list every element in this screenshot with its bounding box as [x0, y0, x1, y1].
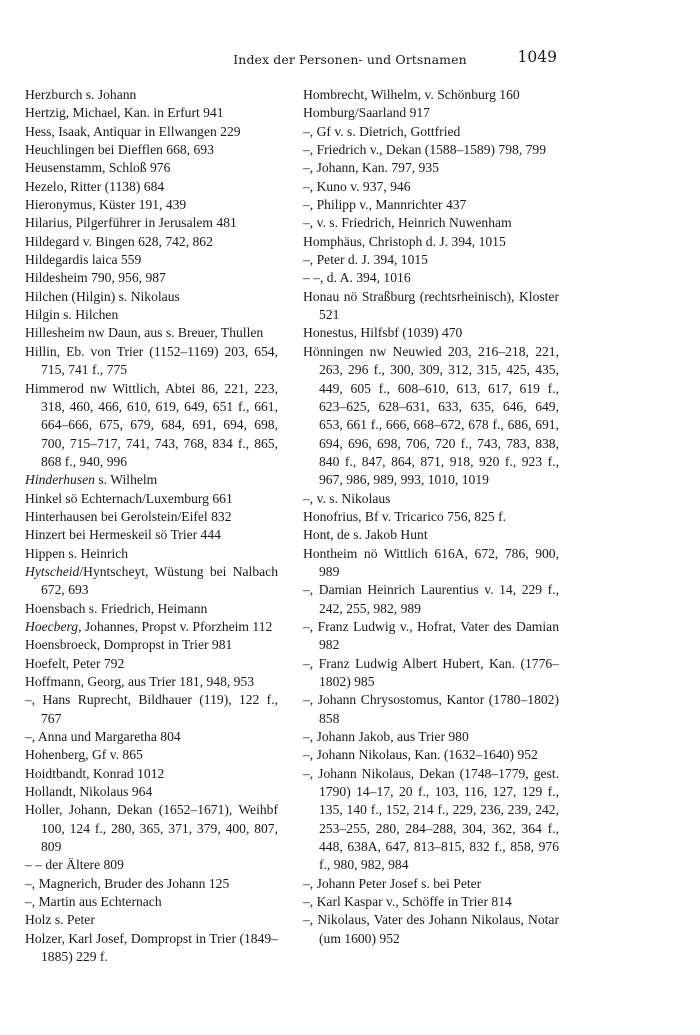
index-entry: Himmerod nw Wittlich, Abtei 86, 221, 223, 318, 460, 466, 610, 619, 649, 651 f., 661, 664–666, 675, 679, 684, 691, 694, 698, 700, 715–717, 741, 743, 768, 834 f., 865, 868 f., 940, 996: [25, 380, 278, 469]
index-entry: Hytscheid/Hyntscheyt, Wüstung bei Nalbach 672, 693: [25, 563, 278, 598]
index-entry: Hoffmann, Georg, aus Trier 181, 948, 953: [25, 674, 255, 689]
running-header-title: Index der Personen- und Ortsnamen: [233, 52, 467, 67]
index-entry: Honofrius, Bf v. Tricarico 756, 825 f.: [303, 508, 507, 524]
index-entry: –, Johann Peter Josef s. bei Peter: [303, 875, 482, 891]
index-entry: Hess, Isaak, Antiquar in Ellwangen 229: [25, 123, 241, 139]
index-entry: –, Martin aus Echternach: [25, 894, 162, 910]
index-entry: Holzer, Karl Josef, Dompropst in Trier (1849–1885) 229 f.: [25, 930, 278, 965]
index-entry: – – der Ältere 809: [25, 857, 124, 873]
index-entry: Hontheim nö Wittlich 616A, 672, 786, 900, 989: [303, 545, 559, 579]
italic-headword: Hoecberg: [25, 618, 79, 634]
index-entry: –, Johann, Kan. 797, 935: [303, 160, 439, 176]
index-entry: Hinderhusen s. Wilhelm: [25, 472, 158, 488]
index-entry: –, Johann Nikolaus, Kan. (1632–1640) 952: [303, 747, 538, 763]
index-entry: –, Gf v. s. Dietrich, Gottfried: [303, 123, 461, 139]
index-entry: –, Friedrich v., Dekan (1588–1589) 798, 799: [303, 142, 547, 158]
index-entry: Heusenstamm, Schloß 976: [25, 160, 171, 176]
index-entry: –, v. s. Friedrich, Heinrich Nuwenham: [303, 215, 512, 231]
index-entry: –, Karl Kaspar v., Schöffe in Trier 814: [303, 894, 512, 910]
page-number: 1049: [517, 48, 557, 66]
index-entry: Hillesheim nw Daun, aus s. Breuer, Thullen: [25, 325, 264, 341]
index-entry: –, Peter d. J. 394, 1015: [303, 252, 428, 268]
index-entry: –, Franz Ludwig Albert Hubert, Kan. (1776–1802) 985: [303, 655, 559, 689]
index-entry: Hönningen nw Neuwied 203, 216–218, 221, 263, 296 f., 300, 309, 312, 315, 425, 435, 449, 605 f., 608–610, 613, 617, 619 f., 623–625, 628–631, 633, 635, 646, 649, 653, 661 f., 666, 668–672, 678 f., 686, 691, 694, 696, 698, 706, 720 f., 743, 783, 838, 840 f., 847, 864, 871, 918, 920 f., 923 f., 967, 986, 989, 993, 1010, 1019: [303, 343, 559, 488]
index-entry: Herzburch s. Johann: [25, 87, 137, 102]
index-entry: Hillin, Eb. von Trier (1152–1169) 203, 654, 715, 741 f., 775: [25, 343, 278, 378]
index-entry: Hoensbroeck, Dompropst in Trier 981: [25, 637, 233, 653]
index-entry: Holz s. Peter: [25, 912, 95, 928]
index-entry: Hildesheim 790, 956, 987: [25, 270, 166, 286]
index-entry: –, Damian Heinrich Laurentius v. 14, 229 f., 242, 255, 982, 989: [303, 582, 559, 616]
index-entry: Hinterhausen bei Gerolstein/Eifel 832: [25, 508, 232, 524]
index-entry: Hezelo, Ritter (1138) 684: [25, 178, 165, 194]
index-entry: Hippen s. Heinrich: [25, 545, 129, 561]
index-entry: –, Johann Chrysostomus, Kantor (1780–1802) 858: [303, 692, 559, 726]
index-entry: –, Kuno v. 937, 946: [303, 178, 411, 194]
index-entry: Homphäus, Christoph d. J. 394, 1015: [303, 233, 506, 249]
index-entry: Hilarius, Pilgerführer in Jerusalem 481: [25, 215, 237, 231]
index-entry: Hoecberg, Johannes, Propst v. Pforzheim 112: [25, 618, 273, 634]
index-entry: Honestus, Hilfsbf (1039) 470: [303, 325, 463, 341]
index-entry: –, Nikolaus, Vater des Johann Nikolaus, Notar (um 1600) 952: [303, 912, 559, 946]
index-entry: Heuchlingen bei Diefflen 668, 693: [25, 142, 214, 158]
index-entry: Hilchen (Hilgin) s. Nikolaus: [25, 288, 180, 304]
index-column-left: [25, 86, 278, 967]
index-entry: –, Johann Nikolaus, Dekan (1748–1779, gest. 1790) 14–17, 20 f., 103, 116, 127, 129 f., 135, 140 f., 152, 214 f., 229, 236, 239, 242, 253–255, 280, 284–288, 304, 362, 364 f., 448, 638A, 647, 813–815, 832 f., 858, 976 f., 980, 982, 984: [303, 765, 559, 873]
index-entry: –, Franz Ludwig v., Hofrat, Vater des Damian 982: [303, 618, 559, 653]
index-entry: –, v. s. Nikolaus: [303, 490, 391, 506]
index-entry: –, Philipp v., Mannrichter 437: [303, 197, 467, 213]
index-entry: Hertzig, Michael, Kan. in Erfurt 941: [25, 105, 224, 121]
index-entry: Hoensbach s. Friedrich, Heimann: [25, 600, 208, 616]
index-entry: Hoefelt, Peter 792: [25, 655, 125, 671]
index-entry: Hilgin s. Hilchen: [25, 307, 119, 323]
index-entry: –, Hans Ruprecht, Bildhauer (119), 122 f., 767: [25, 692, 278, 726]
index-entry: –, Johann Jakob, aus Trier 980: [303, 729, 469, 745]
index-entry: – –, d. A. 394, 1016: [303, 270, 411, 286]
index-entry: Hohenberg, Gf v. 865: [25, 747, 143, 763]
index-entry: –, Magnerich, Bruder des Johann 125: [25, 875, 230, 891]
index-entry: Hildegard v. Bingen 628, 742, 862: [25, 233, 213, 249]
index-entry: Hieronymus, Küster 191, 439: [25, 197, 187, 213]
index-entry: Hinkel sö Echternach/Luxemburg 661: [25, 490, 233, 506]
index-entry: Holler, Johann, Dekan (1652–1671), Weihbf 100, 124 f., 280, 365, 371, 379, 400, 807, 809: [25, 802, 278, 855]
italic-headword: Hytscheid: [25, 563, 80, 579]
index-entry: Hildegardis laica 559: [25, 252, 142, 268]
index-entry: Hollandt, Nikolaus 964: [25, 784, 153, 800]
index-entry: Homburg/Saarland 917: [303, 105, 430, 121]
index-entry: Honau nö Straßburg (rechtsrheinisch), Kloster 521: [303, 288, 559, 323]
index-entry: Hinzert bei Hermeskeil sö Trier 444: [25, 527, 221, 543]
index-entry: Hombrecht, Wilhelm, v. Schönburg 160: [303, 87, 520, 102]
index-entry: –, Anna und Margaretha 804: [25, 729, 181, 745]
index-entry: Hont, de s. Jakob Hunt: [303, 527, 428, 543]
italic-headword: Hinderhusen: [25, 472, 95, 488]
index-column-right: [303, 86, 559, 948]
index-entry: Hoidtbandt, Konrad 1012: [25, 765, 165, 781]
